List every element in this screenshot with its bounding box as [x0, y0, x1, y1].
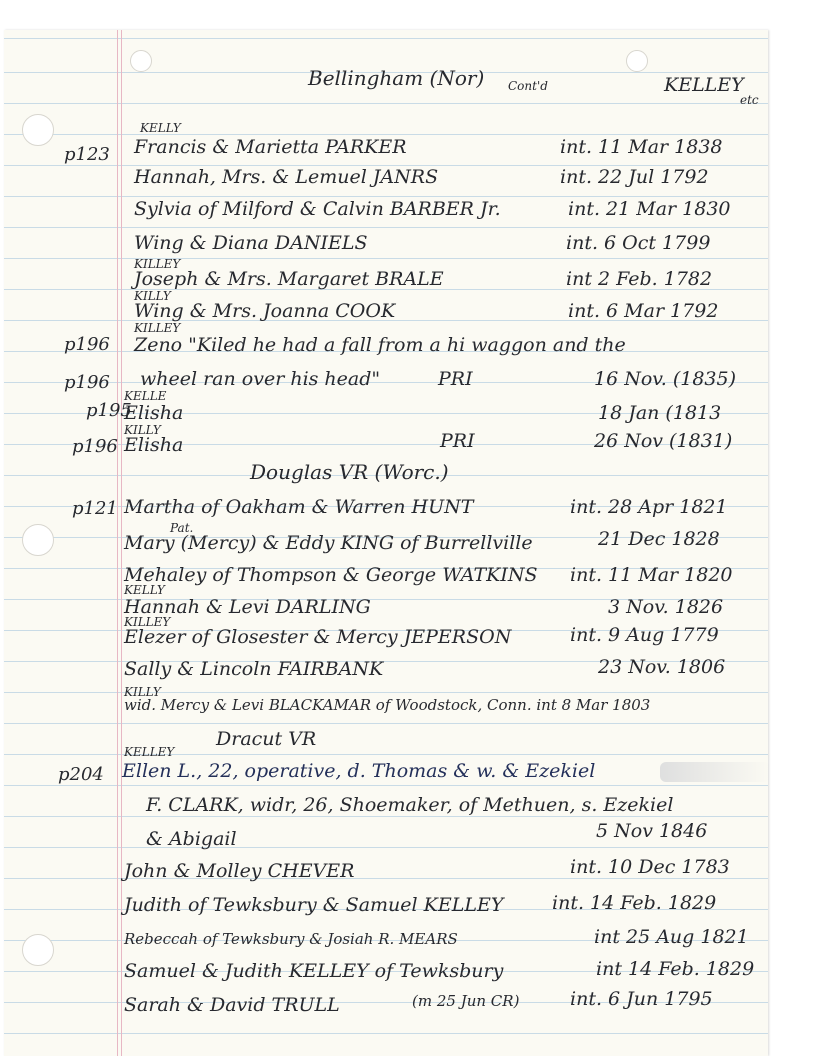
entry-text: Francis & Marietta PARKER	[134, 136, 407, 158]
entry-text: Hannah, Mrs. & Lemuel JANRS	[134, 166, 439, 188]
page-ref: p121	[72, 498, 118, 519]
entry-text: Sarah & David TRULL	[124, 994, 340, 1016]
page-ref: p196	[72, 436, 118, 457]
entry-source: PRI	[438, 368, 473, 390]
entry-date: int. 11 Mar 1838	[560, 136, 723, 158]
page-ref: p123	[64, 144, 110, 165]
margin-line	[121, 30, 122, 1056]
name-variant: KILLEY	[134, 257, 181, 271]
entry-date: 23 Nov. 1806	[598, 656, 726, 678]
entry-date: int. 10 Dec 1783	[570, 856, 730, 878]
entry-date: int 2 Feb. 1782	[566, 268, 713, 290]
ink-smudge	[660, 762, 770, 782]
entry-date: 26 Nov (1831)	[594, 430, 733, 452]
entry-text: & Abigail	[146, 828, 237, 850]
entry-date: int 14 Feb. 1829	[596, 958, 755, 980]
name-variant: KELLY	[140, 121, 181, 135]
entry-date: int. 6 Jun 1795	[570, 988, 713, 1010]
section-heading-dracut: Dracut VR	[216, 728, 317, 750]
punch-hole	[22, 114, 54, 146]
punch-hole	[22, 934, 54, 966]
entry-text: Ellen L., 22, operative, d. Thomas & w. & Ezekiel	[122, 760, 596, 782]
name-variant: KILLEY	[124, 615, 171, 629]
name-variant: KILLY	[124, 423, 161, 437]
name-variant: KELLEY	[124, 745, 175, 759]
entry-text: Wing & Diana DANIELS	[134, 232, 368, 254]
entry-text: Martha of Oakham & Warren HUNT	[124, 496, 474, 518]
name-variant: Pat.	[170, 521, 194, 535]
entry-date: 21 Dec 1828	[598, 528, 720, 550]
entry-date: 5 Nov 1846	[596, 820, 708, 842]
entry-text: Mary (Mercy) & Eddy KING of Burrellville	[124, 532, 533, 554]
entry-text: Elezer of Glosester & Mercy JEPERSON	[124, 626, 512, 648]
page-ref: p196	[64, 334, 110, 355]
entry-source: PRI	[440, 430, 475, 452]
entry-date: int. 6 Mar 1792	[568, 300, 719, 322]
entry-date: int. 6 Oct 1799	[566, 232, 711, 254]
page-title: Bellingham (Nor)	[308, 66, 485, 90]
surname-heading: KELLEY	[664, 74, 744, 96]
entry-text: wheel ran over his head"	[140, 368, 381, 390]
entry-date: 3 Nov. 1826	[608, 596, 724, 618]
entry-text: Judith of Tewksbury & Samuel KELLEY	[124, 894, 504, 916]
page-ref: p196	[64, 372, 110, 393]
entry-date: 16 Nov. (1835)	[594, 368, 737, 390]
entry-date: int 25 Aug 1821	[594, 926, 749, 948]
entry-date: int. 11 Mar 1820	[570, 564, 733, 586]
name-variant: KILLEY	[134, 321, 181, 335]
punch-hole	[626, 50, 648, 72]
entry-text: Samuel & Judith KELLEY of Tewksbury	[124, 960, 504, 982]
entry-text: F. CLARK, widr, 26, Shoemaker, of Methuen, s. Ezekiel	[146, 794, 674, 816]
name-variant: KILLY	[134, 289, 171, 303]
margin-line	[117, 30, 118, 1056]
entry-date: int. 14 Feb. 1829	[552, 892, 717, 914]
entry-text: Mehaley of Thompson & George WATKINS	[124, 564, 538, 586]
entry-date: 18 Jan (1813	[598, 402, 722, 424]
entry-text: Hannah & Levi DARLING	[124, 596, 371, 618]
entry-text: Wing & Mrs. Joanna COOK	[134, 300, 396, 322]
name-variant: KILLY	[124, 685, 161, 699]
entry-date: int. 9 Aug 1779	[570, 624, 719, 646]
entry-date: int. 21 Mar 1830	[568, 198, 731, 220]
section-heading-douglas: Douglas VR (Worc.)	[250, 460, 449, 484]
punch-hole	[130, 50, 152, 72]
page-ref: p204	[58, 764, 104, 785]
entry-text: Joseph & Mrs. Margaret BRALE	[134, 268, 444, 290]
surname-suffix: etc	[740, 93, 759, 107]
entry-date: int. 22 Jul 1792	[560, 166, 709, 188]
title-suffix: Cont'd	[508, 79, 548, 93]
page-ref: p195	[86, 400, 132, 421]
entry-text: wid. Mercy & Levi BLACKAMAR of Woodstock, Conn. int 8 Mar 1803	[124, 696, 651, 714]
entry-text: John & Molley CHEVER	[124, 860, 355, 882]
entry-text: Sylvia of Milford & Calvin BARBER Jr.	[134, 198, 501, 220]
entry-date: int. 28 Apr 1821	[570, 496, 728, 518]
name-variant: KELLE	[124, 389, 167, 403]
punch-hole	[22, 524, 54, 556]
name-variant: KELLY	[124, 583, 165, 597]
entry-text: Rebeccah of Tewksbury & Josiah R. MEARS	[124, 930, 458, 948]
entry-text: Zeno "Kiled he had a fall from a hi waggon and the	[134, 334, 626, 356]
entry-text: Elisha	[124, 402, 184, 424]
entry-note: (m 25 Jun CR)	[412, 992, 520, 1010]
entry-text: Sally & Lincoln FAIRBANK	[124, 658, 384, 680]
entry-text: Elisha	[124, 434, 184, 456]
